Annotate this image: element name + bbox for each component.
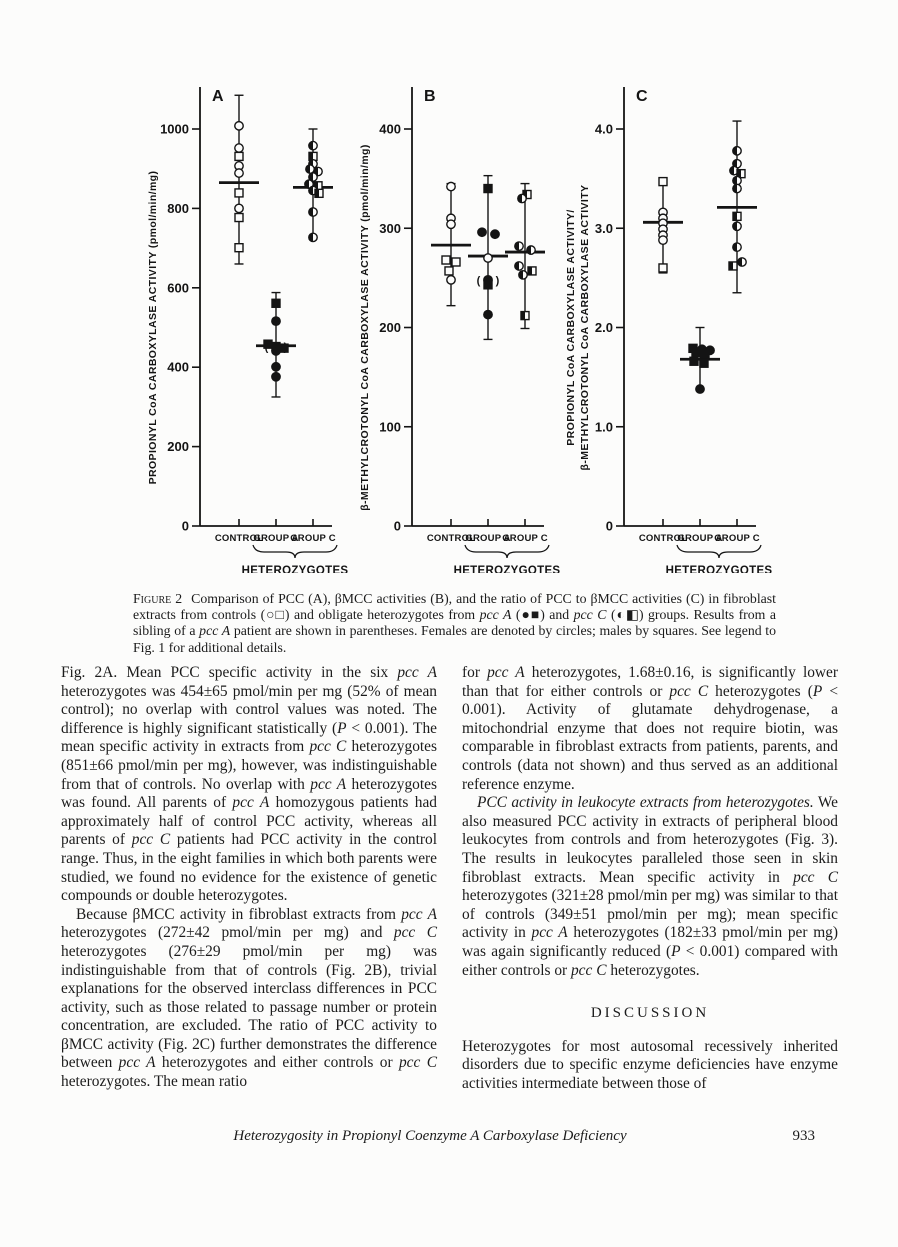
data-point-marker xyxy=(659,178,667,186)
y-tick-label: 2.0 xyxy=(594,320,613,335)
text-run: pcc A xyxy=(199,623,231,639)
figure2-panel-c-chart xyxy=(562,73,774,573)
y-tick-label: 1000 xyxy=(160,121,189,137)
data-point-marker xyxy=(272,347,280,355)
data-point-marker xyxy=(442,256,450,264)
running-title xyxy=(100,1128,760,1145)
data-point-marker xyxy=(484,254,492,262)
category-label: CONTROL xyxy=(214,533,264,544)
y-axis-label: β-METHYLCROTONYL CoA CARBOXYLASE ACTIVITY (pmol/min/mg) xyxy=(359,144,371,511)
data-point-marker xyxy=(235,169,243,177)
data-point-marker xyxy=(447,220,455,228)
text-run: heterozygotes (182±33 pmol/min per mg) was again significantly reduced ( xyxy=(462,924,838,960)
text-run: (◐◧) groups. Results from a sibling of a xyxy=(133,607,776,639)
paragraph-ratio xyxy=(462,664,838,794)
text-run: patient are shown in parentheses. Females are denoted by circles; males by squares. See legend to Fig. 1 for additional details. xyxy=(133,623,777,655)
data-point-marker xyxy=(659,264,667,272)
data-point-marker xyxy=(235,122,243,130)
heterozygotes-brace xyxy=(253,545,337,558)
data-point-marker xyxy=(659,236,667,244)
data-point-marker xyxy=(272,363,280,371)
text-run: Heterozygotes for most autosomal recessively inherited disorders due to specific enzyme deficiencies have enzyme activities intermediate between those of xyxy=(462,1037,838,1092)
y-tick-label: 3.0 xyxy=(594,220,613,236)
text-run: pcc A xyxy=(401,905,437,923)
text-run: patients had PCC activity in the control range. Thus, in the eight families in which both parents were studied, we found no evidence for the existence of genetic compounds or double heterozygotes. xyxy=(61,831,437,905)
data-point-marker xyxy=(235,244,243,252)
data-point-marker xyxy=(235,152,243,160)
y-tick-label: 400 xyxy=(167,359,189,375)
figure2-panel-b-chart xyxy=(350,73,562,573)
data-point-marker xyxy=(701,349,709,357)
text-run: Because βMCC activity in fibroblast extracts from xyxy=(76,905,402,923)
text-run: Fig. 2A. Mean PCC specific activity in the six xyxy=(61,664,398,681)
text-run: heterozygotes (851±66 pmol/min per mg), however, was indistinguishable from that of controls. No overlap with xyxy=(61,738,437,793)
text-run: pcc C xyxy=(793,868,838,886)
paragraph-discussion xyxy=(462,1038,838,1094)
category-label: GROUP A xyxy=(465,533,511,544)
paragraph-leukocyte xyxy=(462,794,838,980)
data-point-marker xyxy=(445,267,453,275)
text-run: heterozygotes (321±28 pmol/min per mg) was similar to that of controls (349±51 pmol/min per mg); mean specific activity in xyxy=(462,887,838,942)
heterozygotes-label: HETEROZYGOTES xyxy=(665,565,773,573)
data-point-marker xyxy=(696,385,704,393)
text-run: pcc A xyxy=(118,1054,156,1072)
text-run: pcc A xyxy=(397,664,437,681)
text-run: heterozygotes. xyxy=(606,961,700,979)
data-point-marker xyxy=(690,357,698,365)
text-run: pcc C xyxy=(398,1054,437,1072)
figure2-panel-a-chart xyxy=(138,73,350,573)
category-label: GROUP C xyxy=(290,533,336,544)
data-point-marker xyxy=(272,373,280,381)
text-run: < 0.001) compared with either controls or xyxy=(462,942,838,979)
data-point-marker xyxy=(692,348,700,356)
y-axis-label: β-METHYLCROTONYL CoA CARBOXYLASE ACTIVITY xyxy=(579,184,591,471)
data-point-marker xyxy=(235,144,243,152)
text-run: heterozygotes, 1.68±0.16, is significantly lower than that for either controls or xyxy=(462,664,838,700)
text-run: pcc C xyxy=(309,738,347,756)
text-run: pcc A xyxy=(232,794,270,812)
data-point-marker xyxy=(484,310,492,318)
data-point-marker xyxy=(235,214,243,222)
body-column-right xyxy=(462,664,838,1093)
category-label: CONTROL xyxy=(638,533,688,544)
y-tick-label: 1.0 xyxy=(594,419,613,435)
y-tick-label: 200 xyxy=(167,439,189,455)
category-label: GROUP C xyxy=(502,533,548,544)
page-number: 933 xyxy=(792,1128,815,1144)
page-footer xyxy=(100,1128,815,1152)
text-run: P xyxy=(337,719,347,737)
y-tick-label: 4.0 xyxy=(594,121,613,137)
discussion-heading: DISCUSSION xyxy=(590,1005,710,1022)
text-run: for xyxy=(462,664,488,681)
text-run: PCC activity in leukocyte extracts from heterozygotes. xyxy=(477,794,814,812)
data-point-marker xyxy=(484,185,492,193)
y-axis-label: PROPIONYL CoA CARBOXYLASE ACTIVITY/ xyxy=(565,209,577,446)
category-label: GROUP C xyxy=(714,533,760,544)
data-point-marker xyxy=(447,276,455,284)
text-run: We also measured PCC activity in extracts of peripheral blood leukocytes from controls and from heterozygotes (Fig. 3). The results in leukocytes paralleled those seen in skin fibroblast extracts. Mean specific activity in xyxy=(462,794,838,886)
data-point-marker xyxy=(478,228,486,236)
text-run: heterozygotes. The mean ratio xyxy=(61,1073,248,1091)
text-run: pcc C xyxy=(570,961,607,979)
paren-left: ( xyxy=(264,341,269,354)
text-run: heterozygotes (276±29 pmol/min per mg) was indistinguishable from that of controls (Fig. 2B), trivial explanations for the observed interclass differences in PCC activity, such as those related to passage number or protein concentration, are excluded. The ratio of PCC activity to βMCC activity (Fig. 2C) further demonstrates the difference between xyxy=(61,942,437,1072)
data-point-marker xyxy=(280,344,288,352)
figure2 xyxy=(138,73,774,573)
figure2-caption xyxy=(133,591,776,656)
data-point-marker xyxy=(235,189,243,197)
text-run: pcc C xyxy=(573,607,607,623)
text-run: (●■) and xyxy=(511,607,574,623)
heterozygotes-brace xyxy=(465,545,549,558)
heterozygotes-label: HETEROZYGOTES xyxy=(453,565,561,573)
text-run: heterozygotes and either controls or xyxy=(155,1054,399,1072)
text-run: pcc A xyxy=(531,924,568,942)
text-run: homozygous patients had approximately half of control PCC activity, whereas all parents of xyxy=(61,794,437,849)
text-run: < 0.001). The mean specific activity in extracts from xyxy=(61,719,437,756)
panel-letter: B xyxy=(424,88,436,105)
y-tick-label: 800 xyxy=(167,200,189,216)
text-run: heterozygotes ( xyxy=(708,682,813,700)
text-run: heterozygotes (272±42 pmol/min per mg) and xyxy=(61,924,394,942)
category-label: GROUP A xyxy=(677,533,723,544)
y-tick-label: 300 xyxy=(379,220,401,236)
text-run: P xyxy=(812,682,823,700)
panel-letter: C xyxy=(636,88,648,105)
y-tick-label: 0 xyxy=(605,518,613,534)
body-column-left xyxy=(61,664,437,1092)
text-run: pcc A xyxy=(310,775,347,793)
text-run: pcc A xyxy=(487,664,525,681)
data-point-marker xyxy=(447,182,455,190)
text-run: < 0.001). Activity of glutamate dehydrogenase, a mitochondrial enzyme that does not require biotin, was comparable in fibroblast extracts from patients, parents, and controls (data not shown) and thus served as an additional reference enzyme. xyxy=(462,682,839,793)
category-label: CONTROL xyxy=(426,533,476,544)
text-run: Heterozygosity in Propionyl Coenzyme A Carboxylase Deficiency xyxy=(233,1128,627,1144)
y-tick-label: 200 xyxy=(379,320,401,335)
data-point-marker xyxy=(452,258,460,266)
text-run: pcc C xyxy=(131,831,171,849)
paren-right: ) xyxy=(495,274,500,287)
text-run: P xyxy=(671,942,681,960)
data-point-marker xyxy=(700,359,708,367)
text-run: Comparison of PCC (A), βMCC activities (B), and the ratio of PCC to βMCC activities (C) in fibroblast extracts from controls (○□) and obligate heterozygotes from xyxy=(133,590,776,623)
y-tick-label: 600 xyxy=(167,280,189,296)
text-run: pcc A xyxy=(479,607,512,623)
text-run: heterozygotes was found. All parents of xyxy=(61,775,437,812)
y-tick-label: 0 xyxy=(393,518,401,534)
y-axis-label: PROPIONYL CoA CARBOXYLASE ACTIVITY (pmol/min/mg) xyxy=(147,170,159,485)
data-point-marker xyxy=(491,230,499,238)
heterozygotes-brace xyxy=(677,545,761,558)
text-run: Figure 2 xyxy=(133,590,183,606)
paragraph-bmcc xyxy=(61,906,437,1092)
data-point-marker xyxy=(235,204,243,212)
text-run: pcc C xyxy=(393,924,437,942)
text-run: pcc C xyxy=(669,682,709,700)
y-tick-label: 100 xyxy=(379,419,401,435)
panel-letter: A xyxy=(212,88,224,105)
data-point-marker xyxy=(484,281,492,289)
paren-left: ( xyxy=(476,274,481,287)
y-tick-label: 0 xyxy=(181,518,189,534)
heterozygotes-label: HETEROZYGOTES xyxy=(241,565,349,573)
paragraph-fig2a xyxy=(61,664,437,906)
data-point-marker xyxy=(272,317,280,325)
category-label: GROUP A xyxy=(253,533,299,544)
text-run: heterozygotes was 454±65 pmol/min per mg (52% of mean control); no overlap with control values was noted. The difference is highly significant statistically ( xyxy=(61,682,437,737)
y-tick-label: 400 xyxy=(379,121,401,137)
data-point-marker xyxy=(272,299,280,307)
